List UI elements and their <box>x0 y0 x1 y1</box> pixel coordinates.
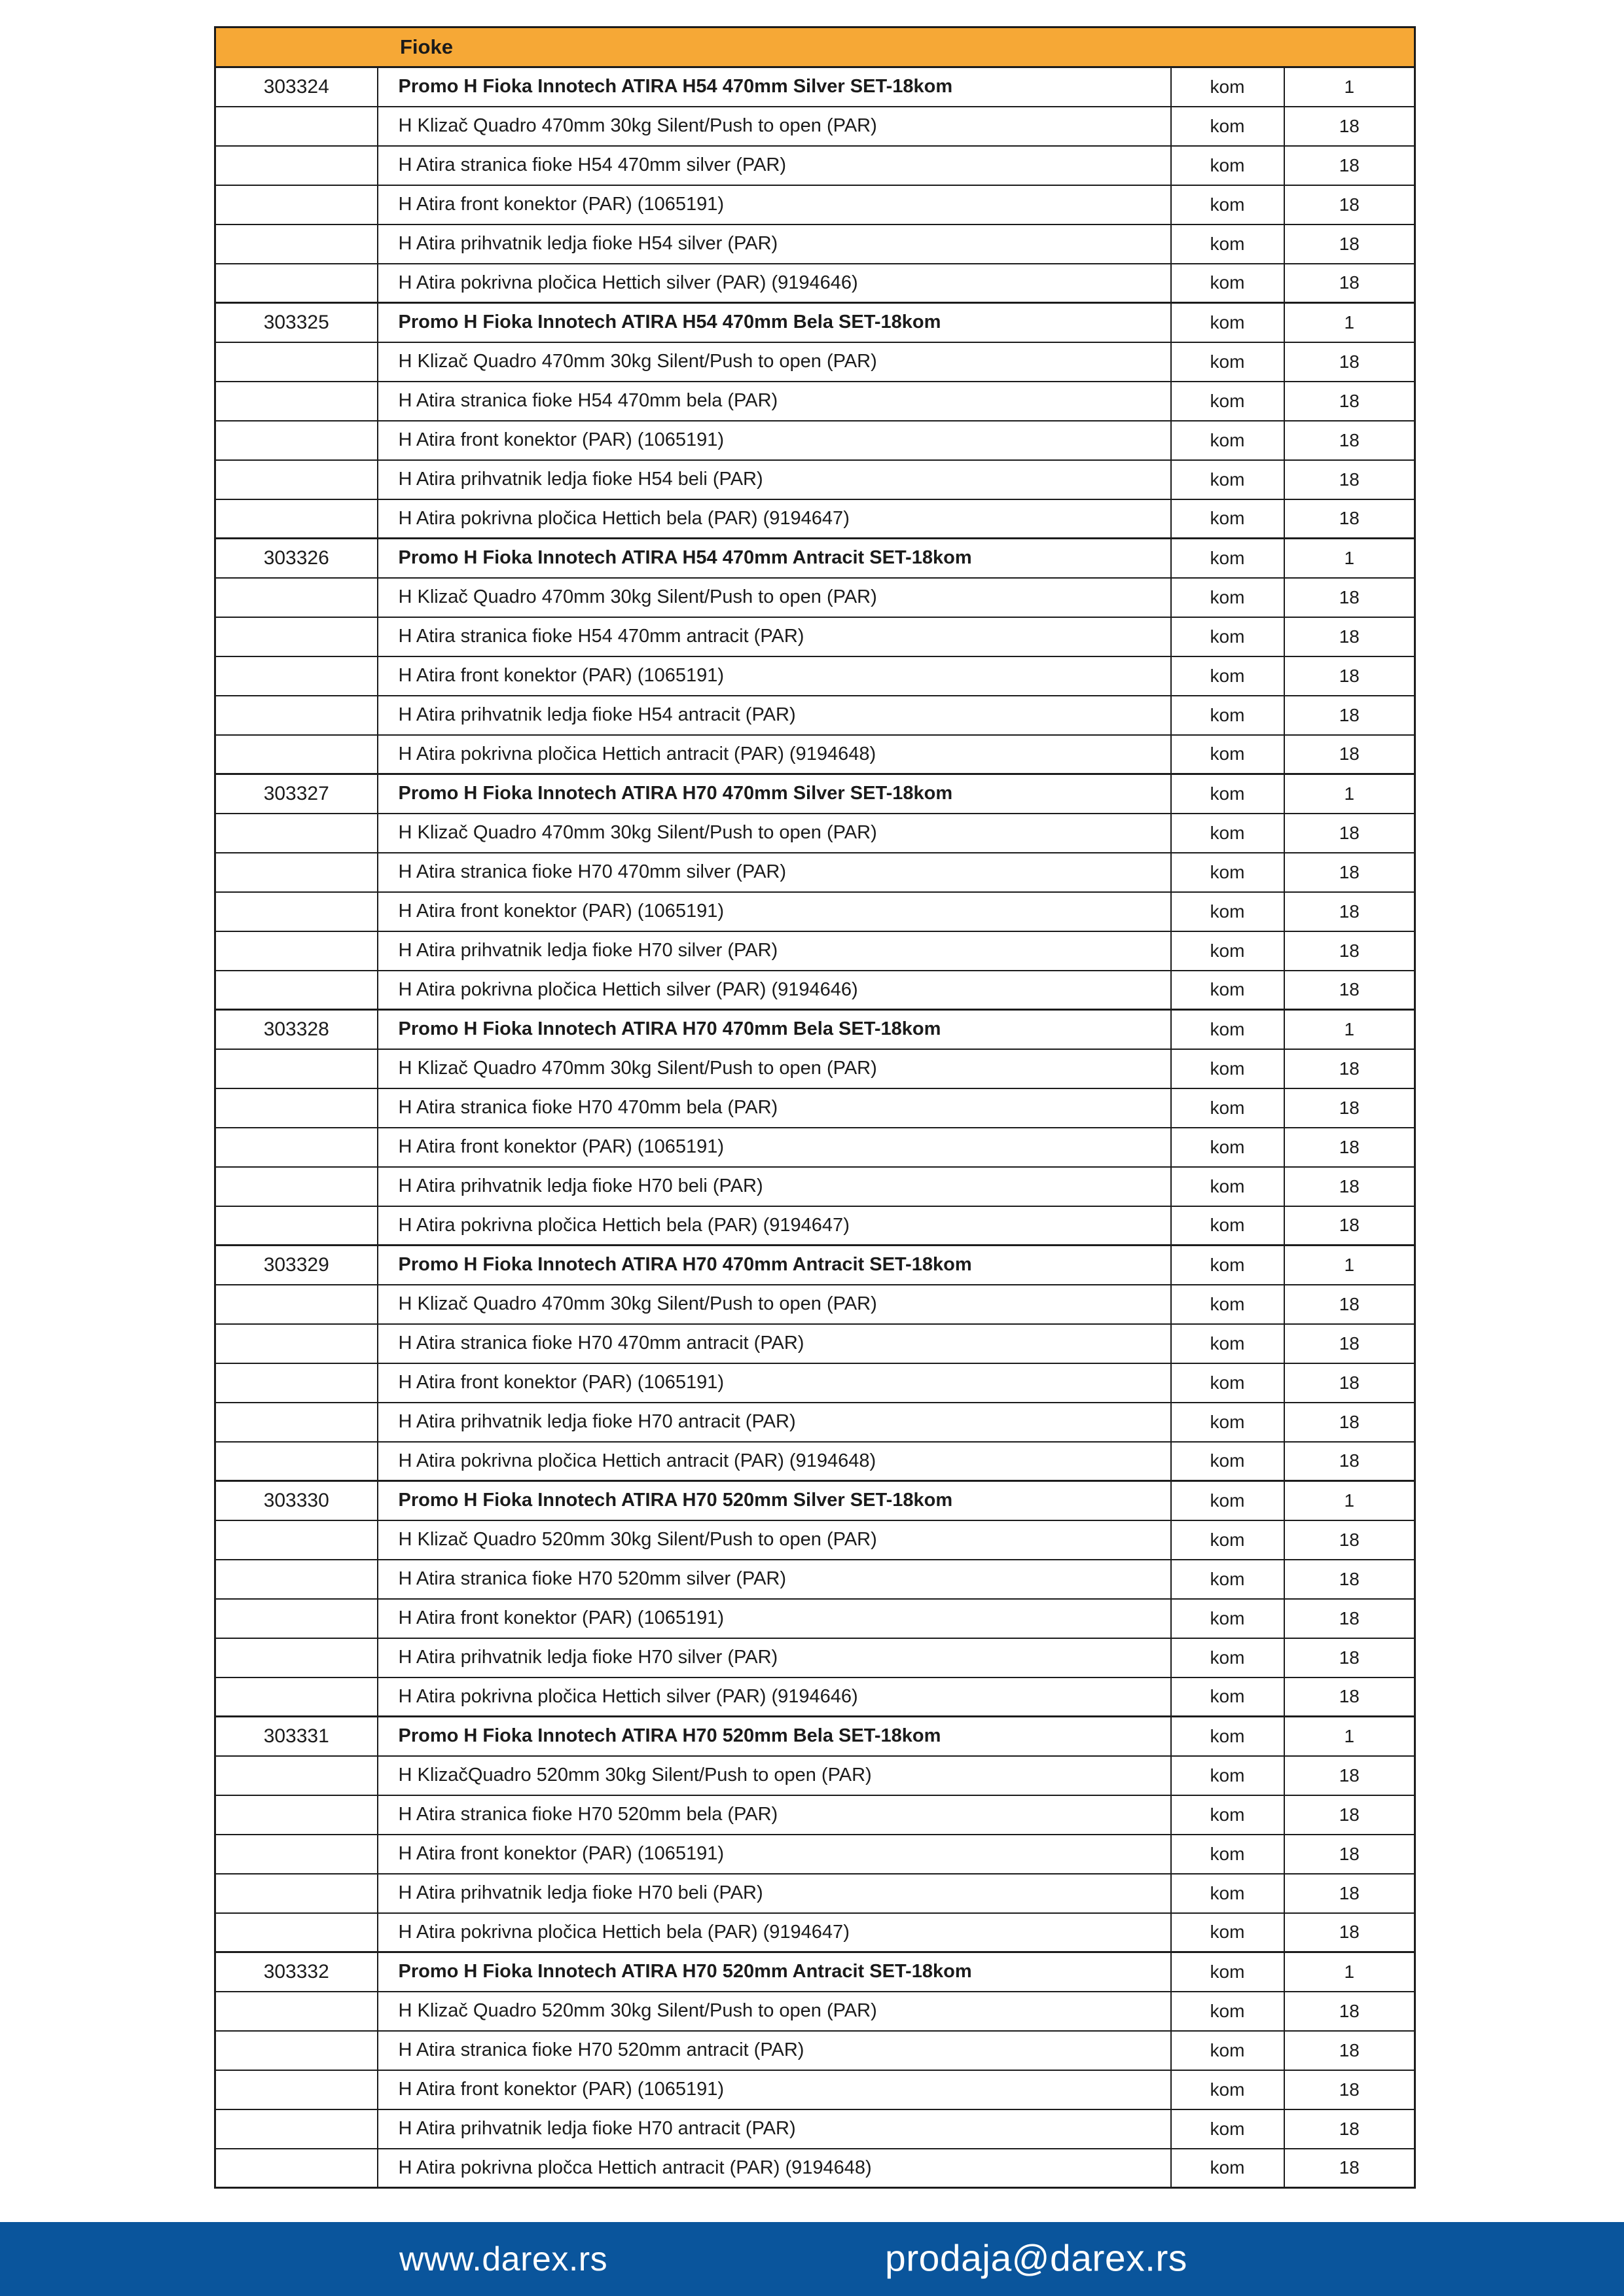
quantity-cell: 1 <box>1284 1952 1415 1992</box>
unit-cell: kom <box>1171 578 1284 617</box>
product-code-cell <box>215 146 378 185</box>
component-description-cell: H Atira stranica fioke H70 520mm bela (PAR) <box>378 1795 1171 1835</box>
product-code-cell <box>215 853 378 892</box>
table-row <box>215 892 1415 931</box>
quantity-cell: 18 <box>1284 2070 1415 2109</box>
table-row <box>215 1049 1415 1088</box>
component-description-cell: H Atira front konektor (PAR) (1065191) <box>378 421 1171 460</box>
unit-cell: kom <box>1171 2149 1284 2188</box>
component-description-cell: H Atira pokrivna pločica Hettich antracit (PAR) (9194648) <box>378 1442 1171 1481</box>
component-description-cell: H Atira front konektor (PAR) (1065191) <box>378 185 1171 224</box>
unit-cell: kom <box>1171 1795 1284 1835</box>
component-description-cell: H Atira pokrivna pločca Hettich antracit (PAR) (9194648) <box>378 2149 1171 2188</box>
quantity-cell: 18 <box>1284 735 1415 774</box>
component-description-cell: H Klizač Quadro 470mm 30kg Silent/Push to open (PAR) <box>378 342 1171 382</box>
quantity-cell: 18 <box>1284 1442 1415 1481</box>
product-code-cell <box>215 1520 378 1560</box>
unit-cell: kom <box>1171 735 1284 774</box>
unit-cell: kom <box>1171 2031 1284 2070</box>
product-code-cell: 303327 <box>215 774 378 814</box>
quantity-cell: 1 <box>1284 774 1415 814</box>
component-description-cell: H Atira prihvatnik ledja fioke H54 silver (PAR) <box>378 224 1171 264</box>
product-code-cell: 303330 <box>215 1481 378 1520</box>
unit-cell: kom <box>1171 931 1284 971</box>
product-code-cell <box>215 931 378 971</box>
table-row <box>215 185 1415 224</box>
products-table-container <box>214 26 1414 2189</box>
component-description-cell: H Atira stranica fioke H54 470mm silver (PAR) <box>378 146 1171 185</box>
product-code-cell <box>215 1167 378 1206</box>
component-description-cell: H Atira prihvatnik ledja fioke H70 silver (PAR) <box>378 931 1171 971</box>
set-description-cell: Promo H Fioka Innotech ATIRA H70 520mm Bela SET-18kom <box>378 1717 1171 1756</box>
unit-cell: kom <box>1171 1835 1284 1874</box>
unit-cell: kom <box>1171 1677 1284 1717</box>
component-description-cell: H Atira stranica fioke H70 520mm antracit (PAR) <box>378 2031 1171 2070</box>
table-row <box>215 1992 1415 2031</box>
table-row <box>215 2031 1415 2070</box>
set-description-cell: Promo H Fioka Innotech ATIRA H70 520mm Silver SET-18kom <box>378 1481 1171 1520</box>
quantity-cell: 18 <box>1284 2149 1415 2188</box>
product-code-cell <box>215 382 378 421</box>
table-row <box>215 1403 1415 1442</box>
unit-cell: kom <box>1171 656 1284 696</box>
quantity-cell: 18 <box>1284 224 1415 264</box>
component-description-cell: H Atira front konektor (PAR) (1065191) <box>378 1128 1171 1167</box>
table-row <box>215 1481 1415 1520</box>
unit-cell: kom <box>1171 224 1284 264</box>
table-row <box>215 853 1415 892</box>
table-row <box>215 460 1415 499</box>
table-row <box>215 774 1415 814</box>
component-description-cell: H Klizač Quadro 470mm 30kg Silent/Push to open (PAR) <box>378 1285 1171 1324</box>
quantity-cell: 18 <box>1284 1756 1415 1795</box>
component-description-cell: H Atira prihvatnik ledja fioke H54 antracit (PAR) <box>378 696 1171 735</box>
product-code-cell <box>215 224 378 264</box>
component-description-cell: H Klizač Quadro 520mm 30kg Silent/Push to open (PAR) <box>378 1992 1171 2031</box>
set-description-cell: Promo H Fioka Innotech ATIRA H70 520mm Antracit SET-18kom <box>378 1952 1171 1992</box>
unit-cell: kom <box>1171 1952 1284 1992</box>
quantity-cell: 1 <box>1284 303 1415 342</box>
quantity-cell: 1 <box>1284 1481 1415 1520</box>
table-row <box>215 578 1415 617</box>
table-row <box>215 1599 1415 1638</box>
product-code-cell: 303326 <box>215 539 378 578</box>
component-description-cell: H Klizač Quadro 470mm 30kg Silent/Push to open (PAR) <box>378 578 1171 617</box>
quantity-cell: 1 <box>1284 1010 1415 1049</box>
product-code-cell <box>215 656 378 696</box>
product-code-cell: 303324 <box>215 67 378 107</box>
quantity-cell: 1 <box>1284 1246 1415 1285</box>
quantity-cell: 18 <box>1284 1403 1415 1442</box>
quantity-cell: 1 <box>1284 539 1415 578</box>
quantity-cell: 18 <box>1284 1560 1415 1599</box>
table-row <box>215 1520 1415 1560</box>
quantity-cell: 18 <box>1284 931 1415 971</box>
component-description-cell: H Atira pokrivna pločica Hettich bela (PAR) (9194647) <box>378 499 1171 539</box>
quantity-cell: 18 <box>1284 1363 1415 1403</box>
unit-cell: kom <box>1171 146 1284 185</box>
unit-cell: kom <box>1171 2109 1284 2149</box>
table-row <box>215 382 1415 421</box>
unit-cell: kom <box>1171 1992 1284 2031</box>
product-code-cell <box>215 814 378 853</box>
product-code-cell: 303329 <box>215 1246 378 1285</box>
quantity-cell: 18 <box>1284 460 1415 499</box>
product-code-cell <box>215 1088 378 1128</box>
table-row <box>215 1285 1415 1324</box>
unit-cell: kom <box>1171 539 1284 578</box>
unit-cell: kom <box>1171 1638 1284 1677</box>
quantity-cell: 18 <box>1284 656 1415 696</box>
product-code-cell <box>215 1756 378 1795</box>
quantity-cell: 18 <box>1284 264 1415 303</box>
component-description-cell: H Klizač Quadro 470mm 30kg Silent/Push to open (PAR) <box>378 107 1171 146</box>
table-row <box>215 971 1415 1010</box>
footer-website-link[interactable]: www.darex.rs <box>399 2240 608 2278</box>
table-row <box>215 1560 1415 1599</box>
quantity-cell: 18 <box>1284 1874 1415 1913</box>
table-row <box>215 1913 1415 1952</box>
component-description-cell: H KlizačQuadro 520mm 30kg Silent/Push to open (PAR) <box>378 1756 1171 1795</box>
unit-cell: kom <box>1171 421 1284 460</box>
product-code-cell <box>215 1128 378 1167</box>
unit-cell: kom <box>1171 1599 1284 1638</box>
set-description-cell: Promo H Fioka Innotech ATIRA H54 470mm Antracit SET-18kom <box>378 539 1171 578</box>
quantity-cell: 18 <box>1284 107 1415 146</box>
product-code-cell <box>215 460 378 499</box>
table-row <box>215 303 1415 342</box>
product-code-cell <box>215 696 378 735</box>
product-code-cell <box>215 1677 378 1717</box>
table-row <box>215 1677 1415 1717</box>
component-description-cell: H Atira prihvatnik ledja fioke H70 beli (PAR) <box>378 1874 1171 1913</box>
component-description-cell: H Atira pokrivna pločica Hettich silver (PAR) (9194646) <box>378 1677 1171 1717</box>
set-description-cell: Promo H Fioka Innotech ATIRA H70 470mm Silver SET-18kom <box>378 774 1171 814</box>
product-code-cell <box>215 1285 378 1324</box>
unit-cell: kom <box>1171 853 1284 892</box>
products-table <box>214 26 1416 2189</box>
product-code-cell <box>215 617 378 656</box>
product-code-cell <box>215 1835 378 1874</box>
unit-cell: kom <box>1171 1913 1284 1952</box>
table-row <box>215 1206 1415 1246</box>
unit-cell: kom <box>1171 382 1284 421</box>
product-code-cell <box>215 1049 378 1088</box>
quantity-cell: 18 <box>1284 185 1415 224</box>
component-description-cell: H Atira front konektor (PAR) (1065191) <box>378 1363 1171 1403</box>
unit-cell: kom <box>1171 1874 1284 1913</box>
unit-cell: kom <box>1171 499 1284 539</box>
component-description-cell: H Klizač Quadro 520mm 30kg Silent/Push to open (PAR) <box>378 1520 1171 1560</box>
table-row <box>215 1638 1415 1677</box>
unit-cell: kom <box>1171 460 1284 499</box>
table-row <box>215 146 1415 185</box>
product-code-cell <box>215 578 378 617</box>
product-code-cell <box>215 1599 378 1638</box>
table-row <box>215 1952 1415 1992</box>
unit-cell: kom <box>1171 1088 1284 1128</box>
unit-cell: kom <box>1171 1363 1284 1403</box>
product-code-cell <box>215 1363 378 1403</box>
product-code-cell <box>215 1992 378 2031</box>
product-code-cell: 303332 <box>215 1952 378 1992</box>
table-row <box>215 1167 1415 1206</box>
component-description-cell: H Atira prihvatnik ledja fioke H54 beli (PAR) <box>378 460 1171 499</box>
quantity-cell: 18 <box>1284 2031 1415 2070</box>
product-code-cell <box>215 1403 378 1442</box>
quantity-cell: 1 <box>1284 1717 1415 1756</box>
table-row <box>215 1442 1415 1481</box>
quantity-cell: 18 <box>1284 146 1415 185</box>
component-description-cell: H Atira front konektor (PAR) (1065191) <box>378 2070 1171 2109</box>
table-header-row <box>215 27 1415 67</box>
quantity-cell: 18 <box>1284 1285 1415 1324</box>
set-description-cell: Promo H Fioka Innotech ATIRA H70 470mm Bela SET-18kom <box>378 1010 1171 1049</box>
table-row <box>215 1717 1415 1756</box>
table-row <box>215 67 1415 107</box>
section-title-fioke: Fioke <box>215 27 1415 67</box>
unit-cell: kom <box>1171 1285 1284 1324</box>
component-description-cell: H Atira prihvatnik ledja fioke H70 silver (PAR) <box>378 1638 1171 1677</box>
component-description-cell: H Atira pokrivna pločica Hettich antracit (PAR) (9194648) <box>378 735 1171 774</box>
quantity-cell: 18 <box>1284 617 1415 656</box>
quantity-cell: 18 <box>1284 1088 1415 1128</box>
quantity-cell: 18 <box>1284 853 1415 892</box>
product-code-cell <box>215 1638 378 1677</box>
table-row <box>215 2109 1415 2149</box>
component-description-cell: H Atira stranica fioke H70 520mm silver (PAR) <box>378 1560 1171 1599</box>
component-description-cell: H Atira front konektor (PAR) (1065191) <box>378 656 1171 696</box>
unit-cell: kom <box>1171 1206 1284 1246</box>
unit-cell: kom <box>1171 892 1284 931</box>
set-description-cell: Promo H Fioka Innotech ATIRA H54 470mm Silver SET-18kom <box>378 67 1171 107</box>
component-description-cell: H Atira stranica fioke H70 470mm silver (PAR) <box>378 853 1171 892</box>
quantity-cell: 18 <box>1284 2109 1415 2149</box>
quantity-cell: 18 <box>1284 1992 1415 2031</box>
table-row <box>215 1246 1415 1285</box>
table-row <box>215 814 1415 853</box>
unit-cell: kom <box>1171 1128 1284 1167</box>
unit-cell: kom <box>1171 185 1284 224</box>
table-row <box>215 735 1415 774</box>
footer-email-link[interactable]: prodaja@darex.rs <box>885 2237 1187 2280</box>
quantity-cell: 18 <box>1284 1599 1415 1638</box>
quantity-cell: 18 <box>1284 1049 1415 1088</box>
table-row <box>215 1010 1415 1049</box>
component-description-cell: H Atira stranica fioke H70 470mm bela (PAR) <box>378 1088 1171 1128</box>
unit-cell: kom <box>1171 774 1284 814</box>
quantity-cell: 18 <box>1284 1677 1415 1717</box>
component-description-cell: H Klizač Quadro 470mm 30kg Silent/Push to open (PAR) <box>378 1049 1171 1088</box>
table-row <box>215 421 1415 460</box>
table-row <box>215 107 1415 146</box>
product-code-cell <box>215 735 378 774</box>
quantity-cell: 18 <box>1284 382 1415 421</box>
quantity-cell: 18 <box>1284 814 1415 853</box>
table-row <box>215 931 1415 971</box>
product-code-cell <box>215 2149 378 2188</box>
table-row <box>215 1835 1415 1874</box>
unit-cell: kom <box>1171 264 1284 303</box>
component-description-cell: H Atira pokrivna pločica Hettich bela (PAR) (9194647) <box>378 1913 1171 1952</box>
component-description-cell: H Atira prihvatnik ledja fioke H70 beli (PAR) <box>378 1167 1171 1206</box>
product-code-cell: 303328 <box>215 1010 378 1049</box>
quantity-cell: 18 <box>1284 421 1415 460</box>
unit-cell: kom <box>1171 1403 1284 1442</box>
component-description-cell: H Atira front konektor (PAR) (1065191) <box>378 892 1171 931</box>
product-code-cell <box>215 342 378 382</box>
component-description-cell: H Atira prihvatnik ledja fioke H70 antracit (PAR) <box>378 1403 1171 1442</box>
component-description-cell: H Atira pokrivna pločica Hettich bela (PAR) (9194647) <box>378 1206 1171 1246</box>
unit-cell: kom <box>1171 1520 1284 1560</box>
unit-cell: kom <box>1171 971 1284 1010</box>
product-code-cell: 303331 <box>215 1717 378 1756</box>
unit-cell: kom <box>1171 1560 1284 1599</box>
quantity-cell: 18 <box>1284 1835 1415 1874</box>
component-description-cell: H Atira front konektor (PAR) (1065191) <box>378 1835 1171 1874</box>
footer-bar <box>0 2222 1624 2296</box>
unit-cell: kom <box>1171 1010 1284 1049</box>
quantity-cell: 18 <box>1284 1324 1415 1363</box>
quantity-cell: 18 <box>1284 578 1415 617</box>
unit-cell: kom <box>1171 1167 1284 1206</box>
unit-cell: kom <box>1171 2070 1284 2109</box>
quantity-cell: 18 <box>1284 1128 1415 1167</box>
component-description-cell: H Klizač Quadro 470mm 30kg Silent/Push to open (PAR) <box>378 814 1171 853</box>
unit-cell: kom <box>1171 1442 1284 1481</box>
component-description-cell: H Atira front konektor (PAR) (1065191) <box>378 1599 1171 1638</box>
table-row <box>215 617 1415 656</box>
unit-cell: kom <box>1171 814 1284 853</box>
quantity-cell: 18 <box>1284 342 1415 382</box>
quantity-cell: 18 <box>1284 1167 1415 1206</box>
product-code-cell <box>215 1874 378 1913</box>
table-row <box>215 2149 1415 2188</box>
table-row <box>215 656 1415 696</box>
product-code-cell <box>215 1442 378 1481</box>
quantity-cell: 18 <box>1284 1206 1415 1246</box>
table-row <box>215 1088 1415 1128</box>
table-row <box>215 499 1415 539</box>
table-row <box>215 1795 1415 1835</box>
quantity-cell: 18 <box>1284 971 1415 1010</box>
product-code-cell <box>215 1324 378 1363</box>
product-code-cell <box>215 264 378 303</box>
unit-cell: kom <box>1171 303 1284 342</box>
product-code-cell <box>215 892 378 931</box>
table-row <box>215 1363 1415 1403</box>
unit-cell: kom <box>1171 107 1284 146</box>
table-row <box>215 264 1415 303</box>
unit-cell: kom <box>1171 696 1284 735</box>
product-code-cell <box>215 499 378 539</box>
table-row <box>215 224 1415 264</box>
unit-cell: kom <box>1171 1324 1284 1363</box>
product-code-cell <box>215 971 378 1010</box>
component-description-cell: H Atira prihvatnik ledja fioke H70 antracit (PAR) <box>378 2109 1171 2149</box>
quantity-cell: 18 <box>1284 499 1415 539</box>
table-row <box>215 696 1415 735</box>
quantity-cell: 18 <box>1284 892 1415 931</box>
product-code-cell <box>215 1560 378 1599</box>
table-row <box>215 342 1415 382</box>
table-row <box>215 1756 1415 1795</box>
quantity-cell: 18 <box>1284 696 1415 735</box>
quantity-cell: 18 <box>1284 1795 1415 1835</box>
unit-cell: kom <box>1171 342 1284 382</box>
unit-cell: kom <box>1171 1717 1284 1756</box>
table-row <box>215 1128 1415 1167</box>
unit-cell: kom <box>1171 1246 1284 1285</box>
component-description-cell: H Atira stranica fioke H70 470mm antracit (PAR) <box>378 1324 1171 1363</box>
product-code-cell <box>215 1206 378 1246</box>
quantity-cell: 18 <box>1284 1638 1415 1677</box>
quantity-cell: 18 <box>1284 1520 1415 1560</box>
product-code-cell <box>215 1795 378 1835</box>
product-code-cell <box>215 421 378 460</box>
product-code-cell <box>215 185 378 224</box>
table-row <box>215 2070 1415 2109</box>
unit-cell: kom <box>1171 1481 1284 1520</box>
component-description-cell: H Atira stranica fioke H54 470mm bela (PAR) <box>378 382 1171 421</box>
unit-cell: kom <box>1171 1049 1284 1088</box>
product-code-cell: 303325 <box>215 303 378 342</box>
unit-cell: kom <box>1171 67 1284 107</box>
quantity-cell: 1 <box>1284 67 1415 107</box>
table-row <box>215 1324 1415 1363</box>
product-code-cell <box>215 107 378 146</box>
set-description-cell: Promo H Fioka Innotech ATIRA H70 470mm Antracit SET-18kom <box>378 1246 1171 1285</box>
component-description-cell: H Atira pokrivna pločica Hettich silver (PAR) (9194646) <box>378 971 1171 1010</box>
component-description-cell: H Atira stranica fioke H54 470mm antracit (PAR) <box>378 617 1171 656</box>
product-code-cell <box>215 2070 378 2109</box>
component-description-cell: H Atira pokrivna pločica Hettich silver (PAR) (9194646) <box>378 264 1171 303</box>
table-row <box>215 539 1415 578</box>
product-code-cell <box>215 1913 378 1952</box>
set-description-cell: Promo H Fioka Innotech ATIRA H54 470mm Bela SET-18kom <box>378 303 1171 342</box>
unit-cell: kom <box>1171 617 1284 656</box>
unit-cell: kom <box>1171 1756 1284 1795</box>
quantity-cell: 18 <box>1284 1913 1415 1952</box>
table-row <box>215 1874 1415 1913</box>
product-code-cell <box>215 2109 378 2149</box>
product-code-cell <box>215 2031 378 2070</box>
